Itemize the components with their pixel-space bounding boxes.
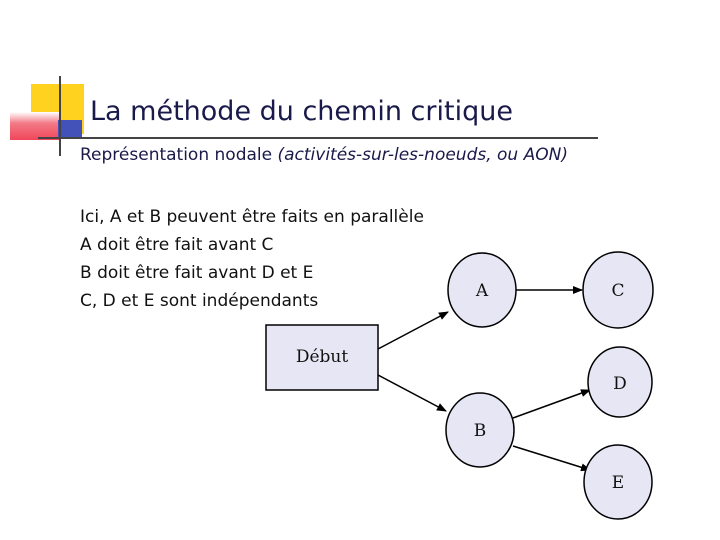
node-a-label: A <box>475 281 489 301</box>
page-title: La méthode du chemin critique <box>90 96 513 127</box>
node-debut-label: Début <box>295 347 349 367</box>
edge-debut-a <box>378 312 448 349</box>
node-c-label: C <box>611 281 625 301</box>
node-b-label: B <box>473 421 487 441</box>
node-e-label: E <box>611 473 625 493</box>
description-line: B doit être fait avant D et E <box>80 263 314 283</box>
node-d-label: D <box>613 374 627 394</box>
description-line: A doit être fait avant C <box>80 235 274 255</box>
edge-b-d <box>513 390 590 418</box>
subtitle-italic: (activités-sur-les-noeuds, ou AON) <box>277 145 568 165</box>
description-line: Ici, A et B peuvent être faits en parallèle <box>80 207 424 227</box>
edge-b-e <box>513 446 590 470</box>
subtitle-main: Représentation nodale <box>80 145 278 165</box>
edge-debut-b <box>378 375 446 411</box>
description-line: C, D et E sont indépendants <box>80 291 319 311</box>
